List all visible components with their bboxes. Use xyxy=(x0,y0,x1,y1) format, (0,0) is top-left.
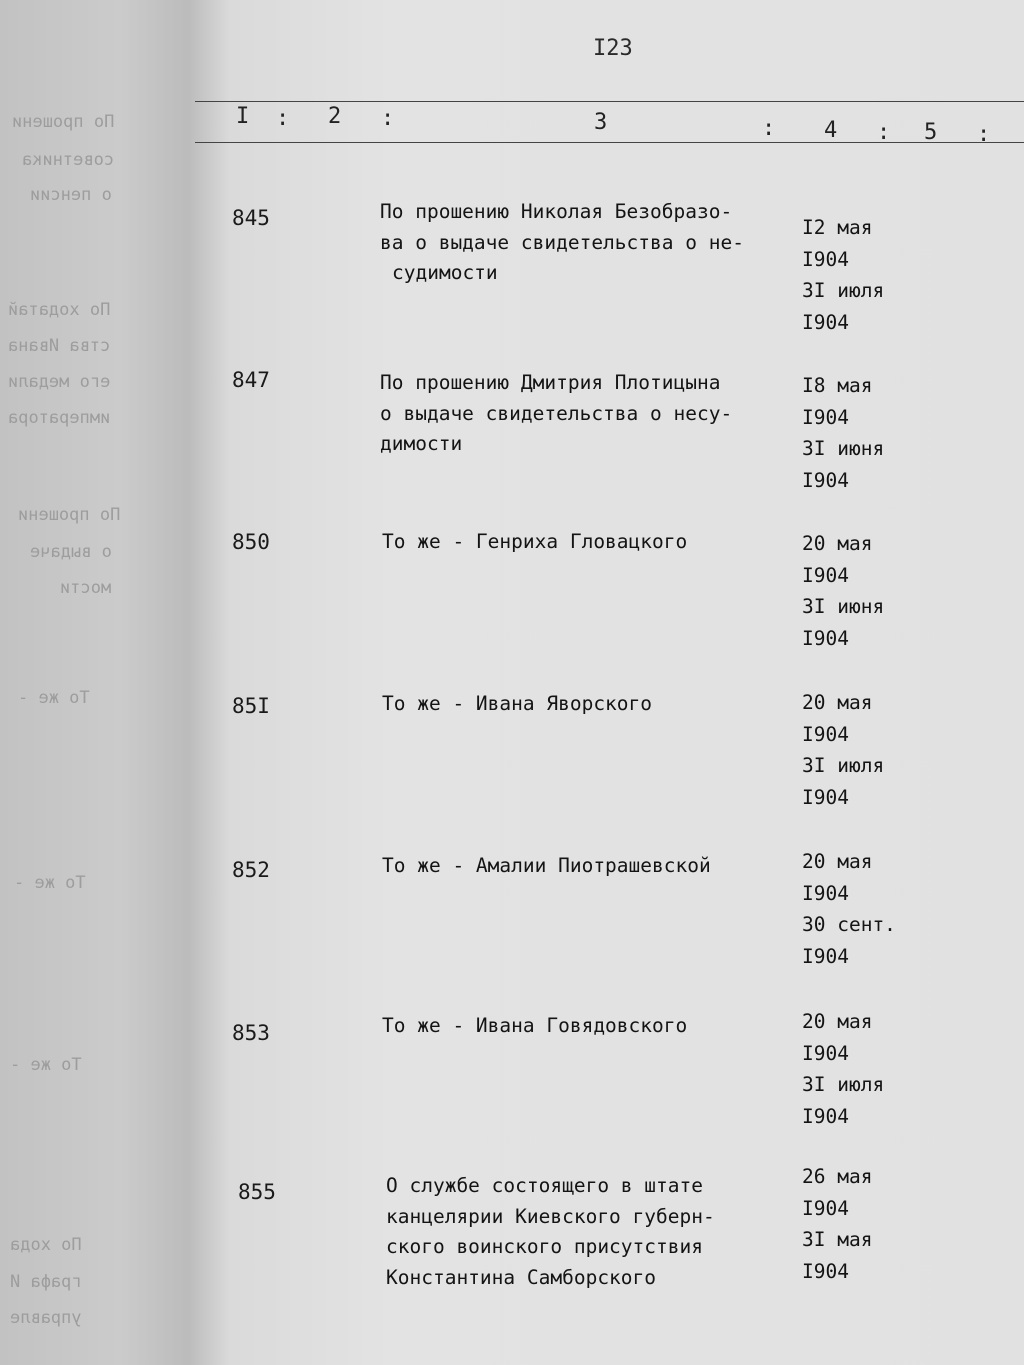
record-description: То же - Ивана Говядовского xyxy=(382,1014,688,1037)
column-separator: : xyxy=(762,116,776,141)
record-dates: 20 мая I904 3I июля I904 xyxy=(802,691,885,809)
bleed-text: По прошени xyxy=(18,505,121,525)
bleed-text: графа И xyxy=(10,1272,82,1292)
bleed-text: о пенсии xyxy=(30,185,112,205)
record-dates: 26 мая I904 3I мая I904 xyxy=(802,1165,873,1283)
bleed-text: По ходатай xyxy=(8,300,111,320)
bleed-text: управле xyxy=(10,1308,82,1328)
bleed-text: императора xyxy=(8,408,111,428)
header-rule-top xyxy=(195,101,1024,102)
column-header-5: 5 xyxy=(924,120,938,145)
record-description: То же - Ивана Яворского xyxy=(382,692,653,715)
record-number: 845 xyxy=(232,206,270,230)
column-header-1: I xyxy=(236,104,250,129)
column-header-2: 2 xyxy=(328,104,342,129)
record-description: По прошению Николая Безобразо- ва о выдаче свидетельства о не- судимости xyxy=(380,200,744,284)
record-dates: 20 мая I904 3I июля I904 xyxy=(802,1010,885,1128)
bleed-text: о выдаче xyxy=(30,542,112,562)
record-description: По прошению Дмитрия Плотицына о выдаче свидетельства о несу- димости xyxy=(380,371,733,455)
bleed-text: То же - xyxy=(14,873,86,893)
record-description: То же - Генриха Гловацкого xyxy=(382,530,688,553)
record-number: 850 xyxy=(232,530,270,554)
column-separator: : xyxy=(977,122,991,147)
record-dates: I2 мая I904 3I июля I904 xyxy=(802,216,885,334)
column-separator: : xyxy=(381,106,395,131)
record-number: 847 xyxy=(232,368,270,392)
record-number: 85I xyxy=(232,694,270,718)
column-header-4: 4 xyxy=(824,118,838,143)
record-dates: 20 мая I904 30 сент. I904 xyxy=(802,850,896,968)
bleed-text: советника xyxy=(22,150,115,170)
facing-page xyxy=(0,0,200,1365)
record-number: 855 xyxy=(238,1180,276,1204)
bleed-text: его медали xyxy=(8,372,111,392)
record-dates: I8 мая I904 3I июня I904 xyxy=(802,374,885,492)
record-description: То же - Амалии Пиотрашевской xyxy=(382,854,711,877)
record-description: О службе состоящего в штате канцелярии Киевского губерн- ского воинского присутствия Константина Самборского xyxy=(386,1174,715,1289)
column-header-3: 3 xyxy=(594,110,608,135)
record-number: 853 xyxy=(232,1021,270,1045)
bleed-text: По прошени xyxy=(12,112,115,132)
bleed-text: По хода xyxy=(10,1235,82,1255)
column-separator: : xyxy=(877,120,891,145)
bleed-text: То же - xyxy=(18,688,90,708)
page-number: I23 xyxy=(593,36,633,61)
bleed-text: мости xyxy=(60,578,112,598)
record-number: 852 xyxy=(232,858,270,882)
header-rule-bottom xyxy=(195,142,1024,143)
record-dates: 20 мая I904 3I июня I904 xyxy=(802,532,885,650)
bleed-text: ства Ивана xyxy=(8,336,111,356)
column-separator: : xyxy=(276,106,290,131)
bleed-text: То же - xyxy=(10,1055,82,1075)
